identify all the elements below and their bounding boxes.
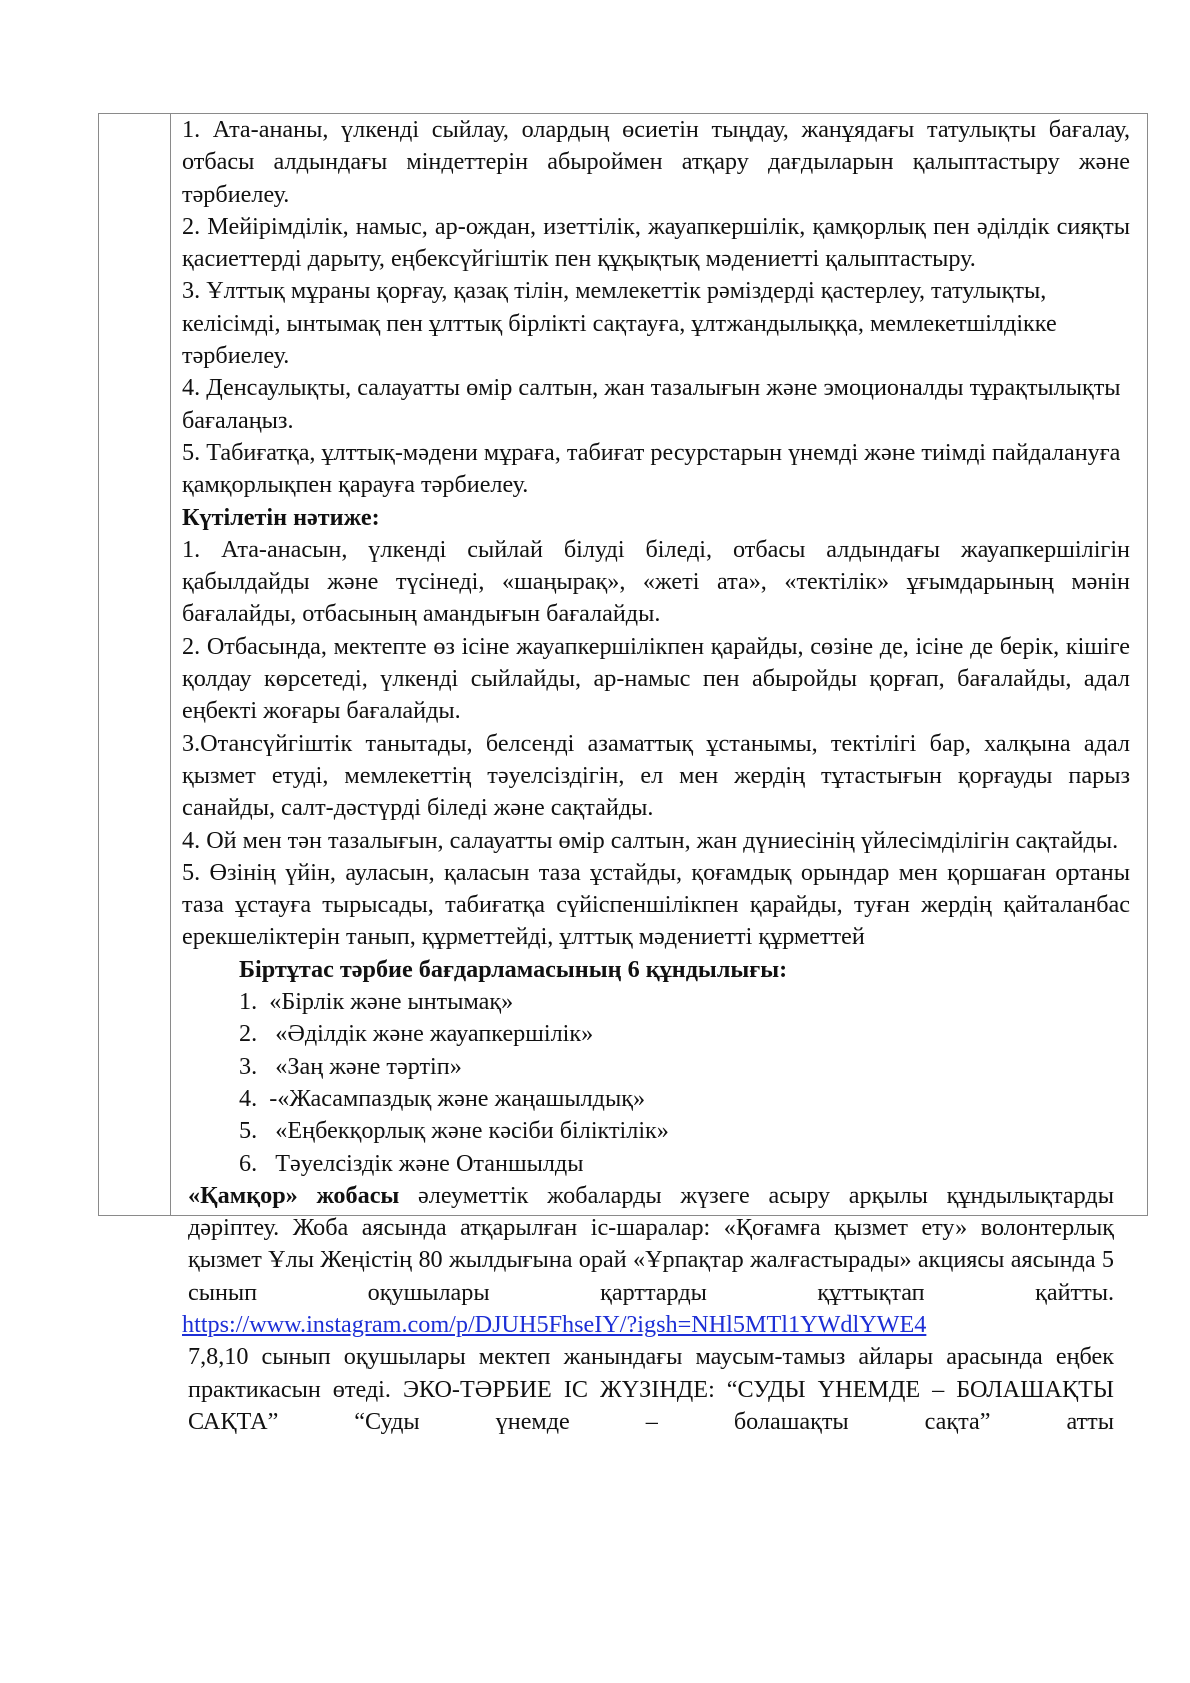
instagram-link-row: [182, 1309, 1130, 1341]
expected-item-1: 1. Ата-анасын, үлкенді сыйлай білуді біледі, отбасы алдындағы жауапкершілігін қабылдайды және түсінеді, «шаңырақ», «жеті ата», «тектілік» ұғымдарының мәнін бағалайды, отбасының амандығын бағалайды.: [182, 535, 1130, 628]
expected-item-3: 3.Отансүйгіштік танытады, белсенді азаматтық ұстанымы, тектілігі бар, халқына адал қызмет етуді, мемлекеттің тәуелсіздігін, ел мен жердің тұтастығын қорғауды парыз санайды, салт-дәстүрді біледі және сақтайды.: [182, 729, 1130, 822]
expected-item-2: 2. Отбасында, мектепте өз ісіне жауапкершілікпен қарайды, сөзіне де, ісіне де берік, кішіге қолдау көрсетеді, үлкенді сыйлайды, ар-намыс пен абыройды қорғап, бағалайды, адал еңбекті жоғары бағалайды.: [182, 632, 1130, 725]
values-list-item: 5. «Еңбекқорлық және кәсіби біліктілік»: [239, 1117, 669, 1145]
goal-item-3: 3. Ұлттық мұраны қорғау, қазақ тілін, мемлекеттік рәміздерді қастерлеу, татулықты, келісімді, ынтымақ пен ұлттық бірлікті сақтауға, ұлтжандылыққа, мемлекетшілдікке тәрбиелеу.: [182, 277, 1057, 370]
values-list-item: 6. Тәуелсіздік және Отаншылды: [239, 1149, 584, 1177]
goal-item-4: 4. Денсаулықты, салауатты өмір салтын, жан тазалығын және эмоционалды тұрақтылықты бағалаңыз.: [182, 374, 1121, 434]
project-text: құндылықтарды дәріптеу. Жоба аясында атқарылған іс-шаралар: «Қоғамға қызмет ету» волонтерлық қызмет Ұлы Жеңістің 80 жылдығына орай «Ұрпақтар жалғастырады» акциясы аясында 5 сынып оқушылары қарттарды құттықтап қайтты.: [188, 1181, 1114, 1306]
goal-item-5: 5. Табиғатқа, ұлттық-мәдени мұраға, табиғат ресурстарын үнемді және тиімді пайдалануға қамқорлықпен қарауға тәрбиелеу.: [182, 438, 1121, 499]
values-list-item: 3. «Заң және тәртіп»: [239, 1052, 462, 1080]
practice-paragraph: 7,8,10 сынып оқушылары мектеп жанындағы маусым-тамыз айлары арасында еңбек практикасын өтеді. ЭКО-ТӘРБИЕ ІС ЖҮЗІНДЕ: “СУДЫ ҮНЕМДЕ – БОЛАШАҚТЫ САҚТА” “Суды үнемде – болашақты сақта” атты: [188, 1343, 1114, 1435]
project-text-line1: әлеуметтік жобаларды жүзеге асыру арқылы: [399, 1181, 928, 1209]
practice-block: [188, 1341, 1114, 1438]
values-list-item: 1. «Бірлік және ынтымақ»: [239, 988, 514, 1016]
goal-item-2: 2. Мейірімділік, намыс, ар-ождан, изеттілік, жауапкершілік, қамқорлық пен әділдік сияқты қасиеттерді дарыту, еңбексүйгіштік пен құқықтық мәдениетті қалыптастыру.: [182, 212, 1130, 273]
instagram-link[interactable]: https://www.instagram.com/p/DJUH5FhseIY/?igsh=NHl5MTl1YWdlYWE4: [182, 1310, 927, 1338]
expected-item-4: 4. Ой мен тән тазалығын, салауатты өмір салтын, жан дүниесінің үйлесімділігін сақтайды.: [182, 826, 1119, 854]
table-column-divider: [170, 113, 171, 1216]
values-list-item: 4. -«Жасампаздық және жаңашылдық»: [239, 1084, 646, 1112]
project-block: [188, 1180, 1114, 1309]
expected-results-heading: Күтілетін нәтиже:: [182, 503, 380, 531]
project-name: «Қамқор» жобасы: [188, 1181, 400, 1209]
goal-item-1: 1. Ата-ананы, үлкенді сыйлау, олардың өсиетін тыңдау, жанұядағы татулықты бағалау, отбасы алдындағы міндеттерін абыроймен атқару дағдыларын қалыптастыру және тәрбиелеу.: [182, 116, 1130, 208]
expected-item-5: 5. Өзінің үйін, ауласын, қаласын таза ұстайды, қоғамдық орындар мен қоршаған ортаны таза ұстауға тырысады, табиғатқа сүйіспеншілікпен қарайды, туған жердің қайталанбас ерекшеліктерін танып, құрметтейді, ұлттық мәдениетті құрметтей: [182, 858, 1130, 951]
values-heading: Біртұтас тәрбие бағдарламасының 6 құндылығы:: [239, 955, 788, 983]
values-list: [182, 986, 1130, 1180]
values-list-item: 2. «Әділдік және жауапкершілік»: [239, 1020, 594, 1048]
project-paragraph: [188, 1180, 1114, 1309]
table-cell-content: [182, 114, 1130, 1438]
